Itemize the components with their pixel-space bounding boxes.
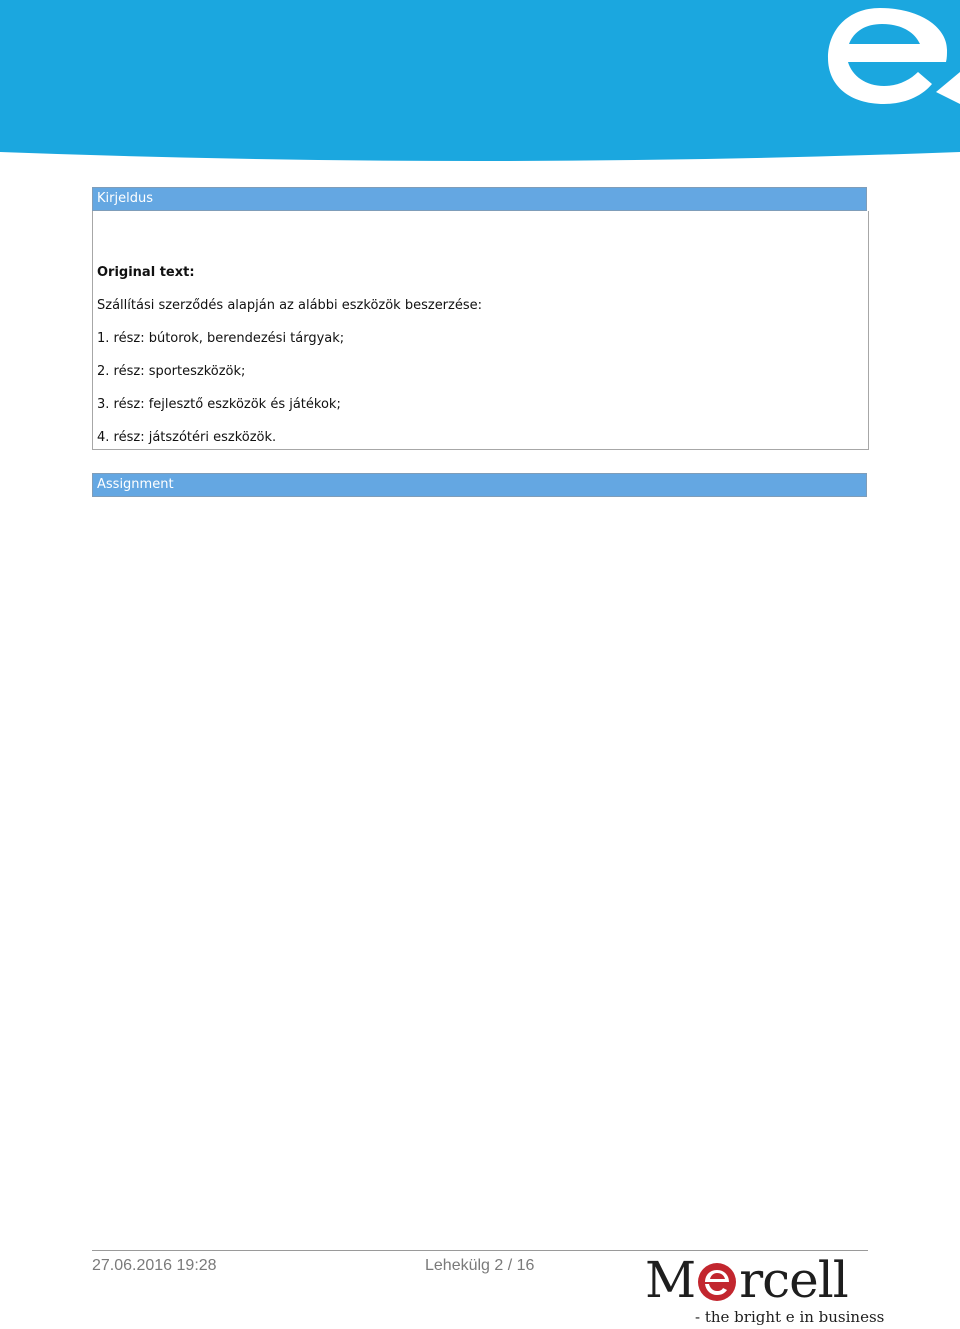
header-banner [0, 0, 960, 165]
description-section-body [92, 211, 869, 450]
description-line: 4. rész: játszótéri eszközök. [97, 430, 277, 445]
marcell-logo [645, 1251, 885, 1328]
description-line: 3. rész: fejlesztő eszközök és játékok; [97, 397, 341, 412]
assignment-section-header [92, 473, 867, 497]
logo-wordmark [645, 1252, 848, 1308]
description-line: Original text: [97, 265, 195, 280]
assignment-section-title: Assignment [97, 477, 174, 492]
logo-word-left: M [645, 1251, 696, 1309]
logo-e-icon [697, 1262, 737, 1302]
description-line: 2. rész: sporteszközök; [97, 364, 246, 379]
footer-page-number: Lehekülg 2 / 16 [425, 1257, 535, 1274]
footer-date: 27.06.2016 19:28 [92, 1257, 217, 1274]
description-line: 1. rész: bútorok, berendezési tárgyak; [97, 331, 345, 346]
description-section-header [92, 187, 867, 211]
description-section-title: Kirjeldus [97, 191, 153, 206]
logo-tagline: - the bright e in business [695, 1308, 885, 1326]
header-banner-graphic [0, 0, 960, 165]
logo-word-right: rcell [739, 1251, 848, 1309]
description-line: Szállítási szerződés alapján az alábbi eszközök beszerzése: [97, 298, 483, 313]
